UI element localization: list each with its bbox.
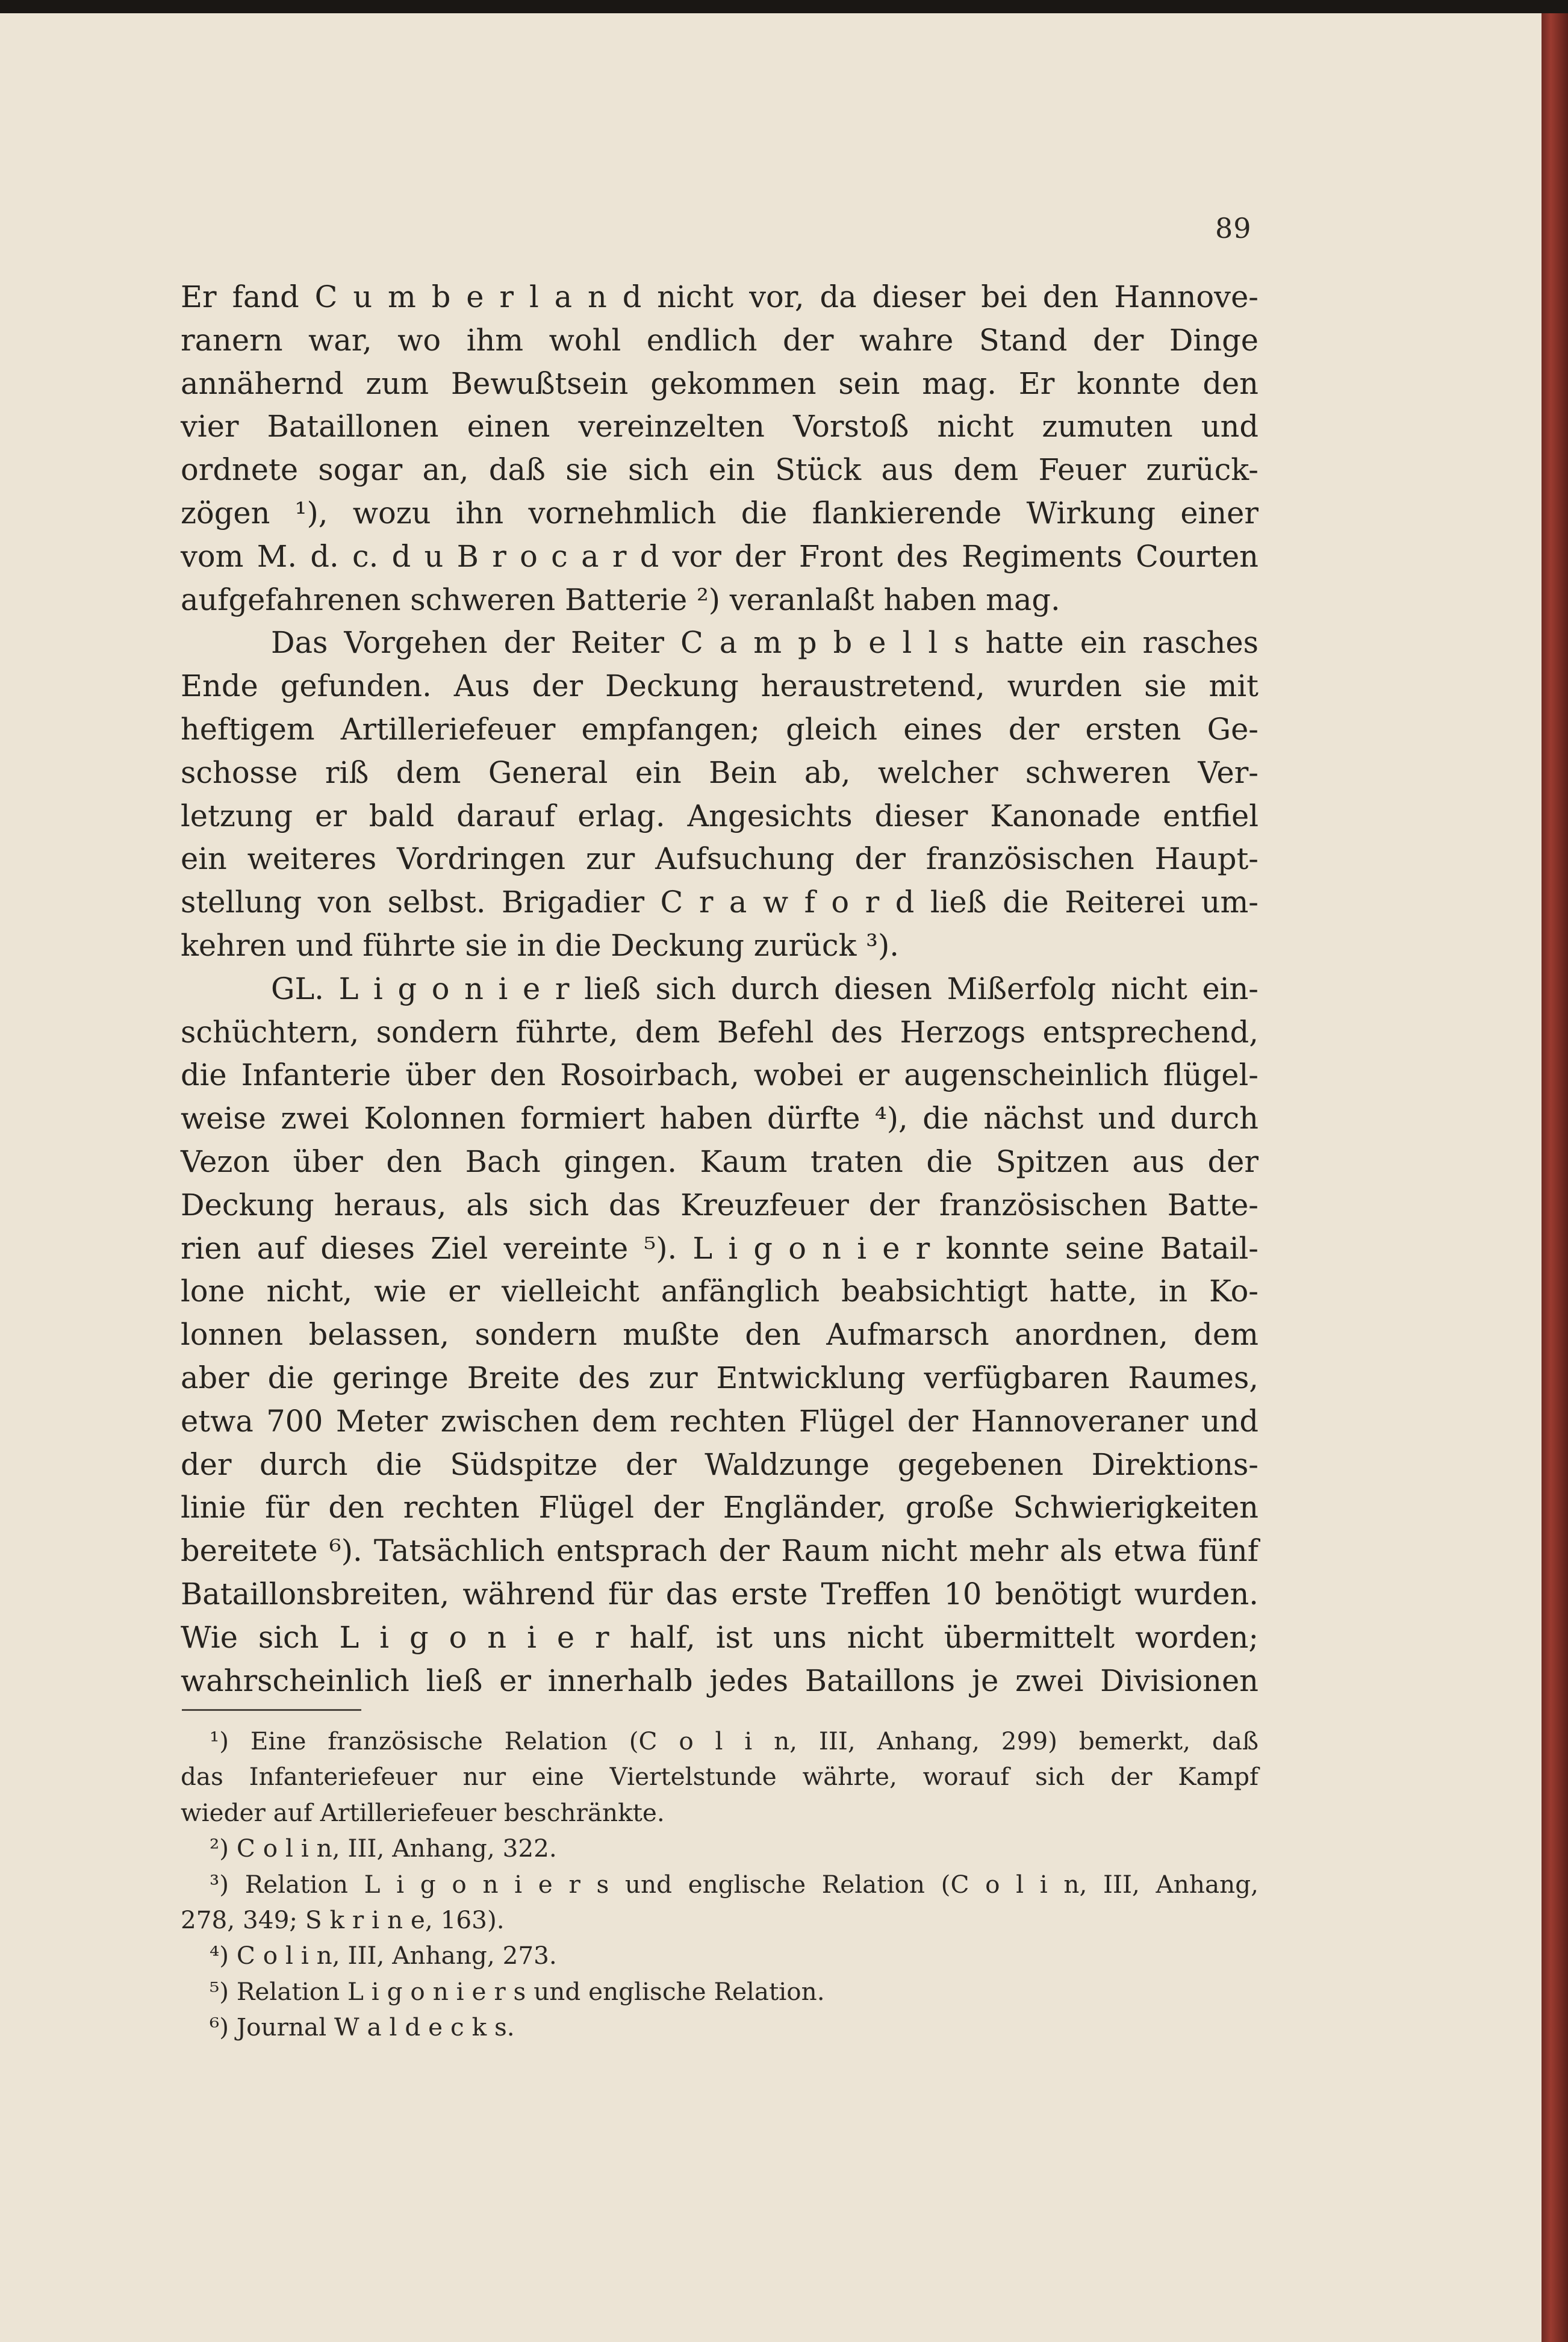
text-line: weise zwei Kolonnen formiert haben dürfte ⁴), die nächst und durch [181, 1101, 1258, 1136]
text-line: Bataillonsbreiten, während für das erste Treffen 10 benötigt wurden. [181, 1576, 1258, 1612]
text-line: Er fand C u m b e r l a n d nicht vor, da dieser bei den Hannove- [181, 279, 1258, 314]
text-line: rien auf dieses Ziel vereinte ⁵). L i g o n i e r konnte seine Batail- [181, 1230, 1258, 1266]
text-line: linie für den rechten Flügel der Engländer, große Schwierigkeiten [181, 1490, 1258, 1525]
text-line: letzung er bald darauf erlag. Angesichts dieser Kanonade entfiel [181, 798, 1258, 833]
text-line: vier Bataillonen einen vereinzelten Vorstoß nicht zumuten und [181, 409, 1258, 444]
book-edge [1542, 13, 1568, 2342]
text-line: Deckung heraus, als sich das Kreuzfeuer der französischen Batte- [181, 1187, 1258, 1222]
text-line: stellung von selbst. Brigadier C r a w f o r d ließ die Reiterei um- [181, 885, 1258, 920]
text-line: etwa 700 Meter zwischen dem rechten Flügel der Hannoveraner und [181, 1403, 1258, 1439]
text-line: Das Vorgehen der Reiter C a m p b e l l s hatte ein rasches [271, 625, 1258, 661]
text-line: kehren und führte sie in die Deckung zurück ³). [181, 927, 899, 963]
text-line: lonnen belassen, sondern mußte den Aufmarsch anordnen, dem [181, 1317, 1258, 1353]
footnote-line: ³) Relation L i g o n i e r s und englische Relation (C o l i n, III, Anhang, [210, 1869, 1258, 1899]
text-line: Vezon über den Bach gingen. Kaum traten die Spitzen aus der [181, 1144, 1258, 1179]
text-line: der durch die Südspitze der Waldzunge gegebenen Direktions- [181, 1447, 1258, 1482]
footnote-separator [182, 1709, 361, 1711]
text-line: schosse riß dem General ein Bein ab, welcher schweren Ver- [181, 755, 1258, 790]
text-line: GL. L i g o n i e r ließ sich durch diesen Mißerfolg nicht ein- [271, 971, 1258, 1006]
text-line: die Infanterie über den Rosoirbach, wobei er augenscheinlich flügel- [181, 1057, 1258, 1093]
footnote-line: 278, 349; S k r i n e, 163). [181, 1905, 505, 1934]
footnotes [181, 1724, 1258, 2046]
text-line: ein weiteres Vordringen zur Aufsuchung der französischen Haupt- [181, 841, 1258, 877]
text-line: ranern war, wo ihm wohl endlich der wahre Stand der Dinge [181, 322, 1258, 358]
text-line: vom M. d. c. d u B r o c a r d vor der Front des Regiments Courten [181, 538, 1258, 574]
footnote-line: ⁵) Relation L i g o n i e r s und englische Relation. [210, 1976, 825, 2006]
page-number: 89 [1215, 212, 1252, 244]
text-line: Wie sich L i g o n i e r half, ist uns nicht übermittelt worden; [181, 1619, 1258, 1655]
text-line: heftigem Artilleriefeuer empfangen; gleich eines der ersten Ge- [181, 711, 1258, 747]
footnote-line: ¹) Eine französische Relation (C o l i n, III, Anhang, 299) bemerkt, daß [210, 1727, 1258, 1755]
footnote-line: wieder auf Artilleriefeuer beschränkte. [181, 1798, 665, 1827]
footnote-line: ⁴) C o l i n, III, Anhang, 273. [210, 1941, 557, 1970]
footnote-line: ²) C o l i n, III, Anhang, 322. [210, 1834, 557, 1863]
text-line: ordnete sogar an, daß sie sich ein Stück aus dem Feuer zurück- [181, 452, 1258, 488]
text-line: schüchtern, sondern führte, dem Befehl des Herzogs entsprechend, [181, 1014, 1258, 1050]
footnote-line: ⁶) Journal W a l d e c k s. [210, 2013, 515, 2042]
text-line: wahrscheinlich ließ er innerhalb jedes Bataillons je zwei Divisionen [181, 1663, 1258, 1698]
footnote-line: das Infanteriefeuer nur eine Viertelstunde währte, worauf sich der Kampf [181, 1762, 1258, 1792]
body-text [181, 276, 1258, 1702]
text-line: annähernd zum Bewußtsein gekommen sein mag. Er konnte den [181, 366, 1258, 401]
text-line: lone nicht, wie er vielleicht anfänglich beabsichtigt hatte, in Ko- [181, 1274, 1258, 1309]
text-line: bereitete ⁶). Tatsächlich entsprach der Raum nicht mehr als etwa fünf [181, 1533, 1258, 1569]
text-line: zögen ¹), wozu ihn vornehmlich die flankierende Wirkung einer [181, 495, 1258, 531]
text-line: Ende gefunden. Aus der Deckung heraustretend, wurden sie mit [181, 668, 1258, 704]
text-line: aber die geringe Breite des zur Entwicklung verfügbaren Raumes, [181, 1360, 1258, 1395]
text-line: aufgefahrenen schweren Batterie ²) veranlaßt haben mag. [181, 582, 1060, 617]
